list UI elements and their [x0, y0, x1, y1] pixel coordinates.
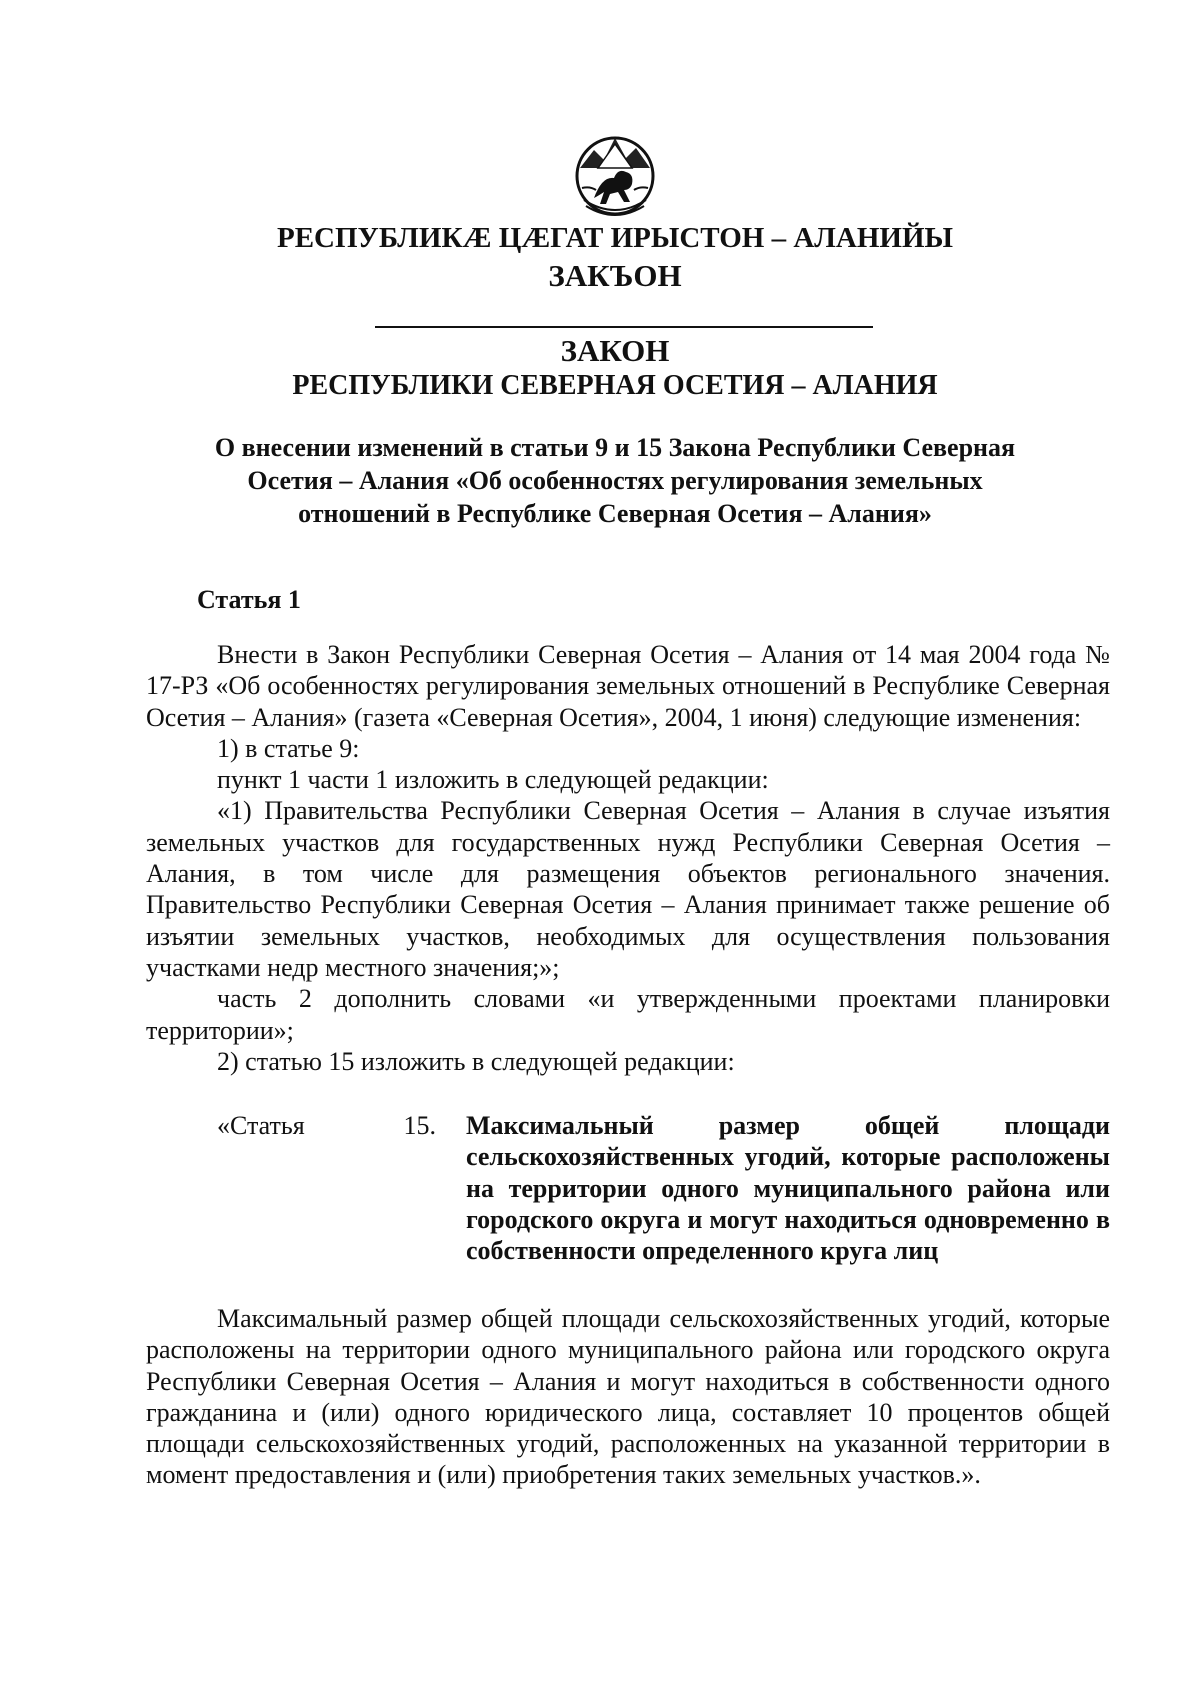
paragraph-item-1-instruction: пункт 1 части 1 изложить в следующей редакции: — [217, 765, 769, 795]
paragraph-item-2: 2) статью 15 изложить в следующей редакции: — [217, 1046, 735, 1076]
coat-of-arms-icon — [574, 128, 656, 224]
law-title: ЗАКОН — [560, 333, 670, 368]
paragraph-intro: Внести в Закон Республики Северная Осетия – Алания от 14 мая 2004 года № 17-РЗ «Об особенностях регулирования земельных отношений в Республике Северная Осетия – Алания» (газета «Северная Осетия», 2004, 1 июня) следующие изменения: — [146, 640, 1110, 732]
document-title-line-1: О внесении изменений в статьи 9 и 15 Закона Республики Северная — [214, 433, 1016, 462]
article-15-title: Максимальный размер общей площади сельскохозяйственных угодий, которые расположены на территории одного муниципального района или городского округа и могут находиться одновременно в собственности определенного круга лиц — [466, 1111, 1110, 1266]
article-15-paragraph: Максимальный размер общей площади сельскохозяйственных угодий, которые расположены на территории одного муниципального района или городского округа Республики Северная Осетия – Алания и могут находиться в собственности одного гражданина и (или) одного юридического лица, составляет 10 процентов общей площади сельскохозяйственных угодий, расположенных на указанной территории в момент предоставления и (или) приобретения таких земельных участков.». — [146, 1304, 1110, 1490]
republic-title: РЕСПУБЛИКИ СЕВЕРНАЯ ОСЕТИЯ – АЛАНИЯ — [292, 370, 938, 401]
paragraph-item-1-text: «1) Правительства Республики Северная Осетия – Алания в случае изъятия земельных участков для государственных нужд Республики Северная Осетия – Алания, в том числе для размещения объектов регионального значения. Правительство Республики Северная Осетия – Алания принимает также решение об изъятии земельных участков, необходимых для осуществления пользования участками недр местного значения;»; — [146, 796, 1110, 982]
article-15-prefix — [146, 1110, 466, 1266]
document-title-line-3: отношений в Республике Северная Осетия – Алания» — [298, 499, 932, 528]
ossetian-law-title: ЗАКЪОН — [548, 258, 682, 293]
article-1-body — [146, 639, 1110, 1077]
article-15-prefix-number: 15. — [403, 1111, 436, 1140]
article-15-prefix-word: «Статья — [217, 1111, 305, 1140]
document-title — [150, 431, 1080, 530]
paragraph-item-1: 1) в статье 9: — [217, 733, 360, 763]
article-15-heading — [146, 1110, 1110, 1266]
header-divider — [375, 326, 873, 328]
article-1-heading: Статья 1 — [197, 585, 301, 614]
paragraph-part-2: часть 2 дополнить словами «и утвержденными проектами планировки территории»; — [146, 984, 1110, 1045]
document-title-line-2: Осетия – Алания «Об особенностях регулирования земельных — [247, 466, 983, 495]
ossetian-republic-title: РЕСПУБЛИКÆ ЦÆГАТ ИРЫСТОН – АЛАНИЙЫ — [277, 222, 953, 254]
article-15-body — [146, 1303, 1110, 1491]
